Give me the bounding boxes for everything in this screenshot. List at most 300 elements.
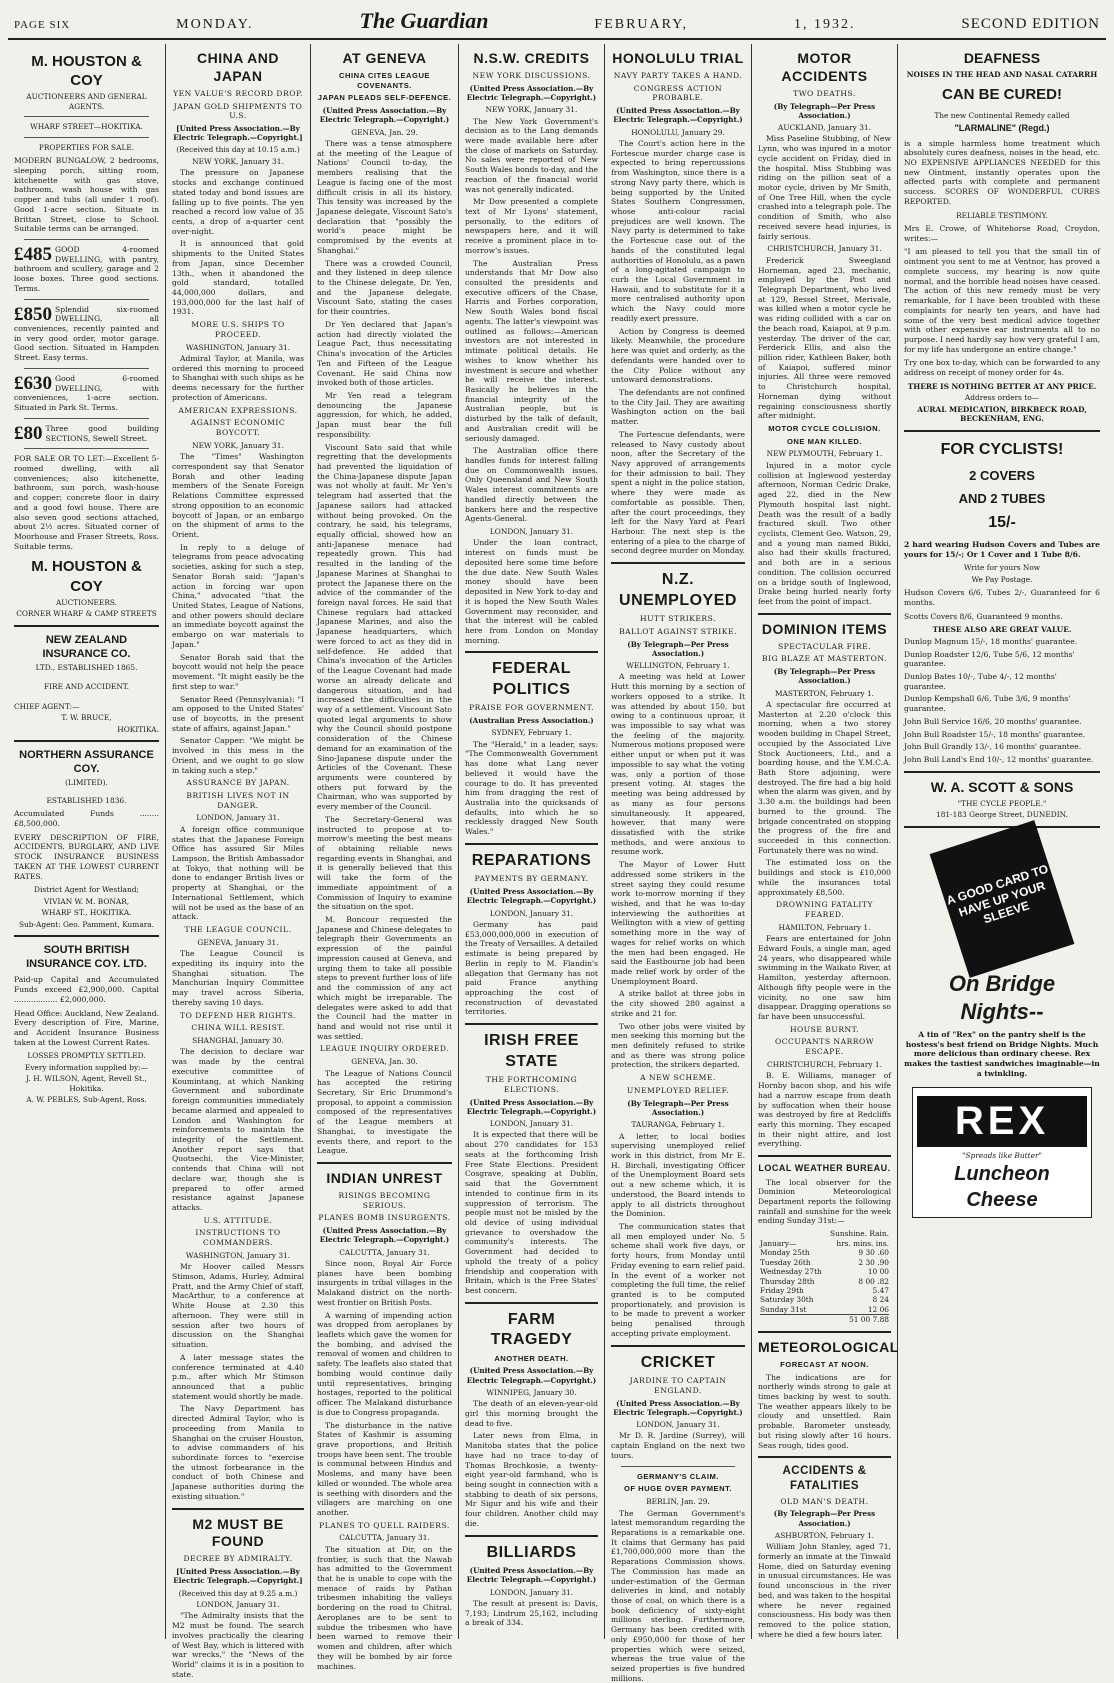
property-3 <box>14 305 159 363</box>
dateline: CHRISTCHURCH, January 31. <box>758 244 891 253</box>
price-2: £850 <box>14 305 52 324</box>
paragraph: The New York Government's decision as to the Lang demands were made available here after the close of markets on Saturday. No sales were reported of New South Wales bonds to-day, and the reaction of the financial world was not generally indicated. <box>465 117 598 195</box>
article-heading-billiards: BILLIARDS <box>465 1543 598 1563</box>
received-time: (Received this day at 10.15 a.m.) <box>172 145 304 154</box>
northern-assurance-desc: EVERY DESCRIPTION OF FIRE, ACCIDENTS, BURGLARY, AND LIVE STOCK INSURANCE BUSINESS TAKEN AT THE LOWEST CURRENT RATES. <box>14 833 159 882</box>
divider <box>611 1345 745 1347</box>
divider <box>621 1466 735 1467</box>
south-british-agent-2: A. W. PEBLES, Sub-Agent, Ross. <box>14 1095 159 1104</box>
rex-headline-1: On Bridge <box>904 970 1100 998</box>
weather-total-hrs: 51 <box>849 1315 858 1324</box>
weather-row <box>760 1277 889 1286</box>
houston2-address: CORNER WHARF & CAMP STREETS <box>14 609 159 618</box>
paragraph: A letter, to local bodies supervising unemployed relief work in this district, from Mr E. H. Birchall, investigating Officer of the Unemployment Board sets out a new scheme which, it is understood, the Board intends to apply to all districts throughout the Dominion. <box>611 1132 745 1219</box>
subheading: CONGRESS ACTION PROBABLE. <box>611 84 745 103</box>
paragraph: Senator Borah said that the boycott would not help the peace movement. "It might easily be the first step to war." <box>172 653 304 692</box>
northern-assurance-est: ESTABLISHED 1836. <box>14 796 159 805</box>
paragraph: It is expected that there will be about 270 candidates for 153 seats at the forthcoming Irish Free State Elections. President Cosgrave, speaking at Dublin, said that the Government intended to continue firm in its suppression of terrorism. The people must not be misled by the old device of using individual grievance to overshadow the community's interests. The Government had decided to uphold the treaty of a policy friendship and cooperation with Britain, which is the Free States' best concern. <box>465 1130 598 1295</box>
weather-row <box>760 1305 889 1314</box>
subheading: TO DEFEND HER RIGHTS. <box>172 1011 304 1021</box>
deafness-address-label: Address orders to— <box>904 393 1100 402</box>
subheading: DECREE BY ADMIRALTY. <box>172 1554 304 1564</box>
column-4-nsw-credits <box>459 44 605 1639</box>
paragraph: The situation at Dir, on the frontier, is such that the Nawab has admitted to the Government that he is unable to cope with the menace of raids by Pathan tribesmen inhabiting the valleys bordering on the road to Chitral. Aeroplanes are to be sent to subdue the tribesmen who have been warned to remove their women and children, after which they will be bombed by air force machines. <box>317 1545 452 1671</box>
divider <box>24 239 149 240</box>
subheading: PLANES BOMB INSURGENTS. <box>317 1213 452 1223</box>
dateline: NEW YORK, January 31. <box>172 157 304 166</box>
northern-agent-name: VIVIAN W. M. BONAR, <box>14 897 159 906</box>
paragraph: Mr Hoover called Messrs Stimson, Adams, Hurley, Admiral Pratt, and the Army Chief of staff, MacArthur, to a conference at White House at 2.30 this afternoon. They were still in session after two hours of discussion on the Shanghai situation. <box>172 1262 304 1349</box>
dateline: LONDON, January 31. <box>611 1420 745 1429</box>
weather-day: Tuesday 26th <box>760 1258 811 1267</box>
deafness-intro: The new Continental Remedy called <box>904 111 1100 120</box>
weather-row <box>760 1267 889 1276</box>
weather-rain: 5.47 <box>873 1286 889 1295</box>
newspaper-title: The Guardian <box>360 8 489 34</box>
dateline: WELLINGTON, February 1. <box>611 661 745 670</box>
subheading: THE LEAGUE COUNCIL. <box>172 925 304 935</box>
property-6: FOR SALE OR TO LET:—Excellent 5-roomed dwelling, with all conveniences; also kitchenette, bathroom, sun porch, wash-house and copper; concrete floor in dairy and a good fowl house. There are also seven good sections attached, about 2½ acres. Situated corner of Moorhouse and Fraser Streets, Ross. Suitable terms. <box>14 454 159 551</box>
weather-rain: .82 <box>877 1277 889 1286</box>
divider <box>611 562 745 564</box>
subheading: OCCUPANTS NARROW ESCAPE. <box>758 1037 891 1056</box>
dateline: NEW YORK, January 31. <box>465 105 598 114</box>
received-time: (Received this day at 9.25 a.m.) <box>172 1589 304 1598</box>
scott-sub: "THE CYCLE PEOPLE." <box>904 799 1100 808</box>
property-5 <box>14 424 159 443</box>
weather-hrs: 9 <box>858 1248 863 1257</box>
paragraph: A later message states the conference terminated at 4.40 p.m., after which Mr Stimson announced that a public statement would shortly be made. <box>172 1353 304 1402</box>
subheading: U.S. ATTITUDE. <box>172 1216 304 1226</box>
divider <box>465 651 598 653</box>
deafness-address: AURAL MEDICATION, BIRKBECK ROAD, BECKENHAM, ENG. <box>904 405 1100 424</box>
dateline: CALCUTTA, January 31. <box>317 1248 452 1257</box>
divider <box>904 826 1100 828</box>
press-credit: (By Telegraph—Per Press Association.) <box>758 1509 891 1527</box>
cyclists-postage: We Pay Postage. <box>904 575 1100 584</box>
article-heading-indian-unrest: INDIAN UNREST <box>317 1170 452 1188</box>
divider <box>758 1456 891 1458</box>
subheading: AGAINST ECONOMIC BOYCOTT. <box>172 418 304 437</box>
rex-desc: A tin of "Rex" on the pantry shelf is the hostess's best friend on Bridge Nights. Much more delicious than ordinary cheese. Rex makes the tastiest sandwiches imaginable—in a twinkling. <box>904 1030 1100 1079</box>
weather-day: Monday 25th <box>760 1248 810 1257</box>
subheading: HUTT STRIKERS. <box>611 614 745 624</box>
paragraph: The Mayor of Lower Hutt addressed some strikers in the street saying they could resume work to-morrow morning if they wished, and that he was to-day interviewing the authorities at Wellington with a view of getting something more in the way of wages for relief works on which the men had been engaged. He said the Eastbourne job had been made relief work by order of the Unemployment Board. <box>611 860 745 986</box>
paragraph: A foreign office communique states that the Japanese Foreign Office has assured Sir Miles Lampson, the British Ambassador at Tokyo, that nothing will be done to endanger British lives or property at Shanghai, or the International Settlement, which will not be used as the base of an attack. <box>172 825 304 922</box>
south-british-capital: Paid-up Capital and Accumulated Funds exceed £2,900,000. Capital .................. £2,000,000. <box>14 975 159 1004</box>
paragraph: The result at present is: Davis, 7,193; Lindrum 25,162, including a break of 334. <box>465 1599 598 1628</box>
nz-insurance-agent-label: CHIEF AGENT:— <box>14 702 159 711</box>
dateline: LONDON, January 31. <box>465 527 598 536</box>
northern-sub-agent: Sub-Agent: Geo. Pamment, Kumara. <box>14 920 159 929</box>
tyre-item: Dunlop Kempshall 6/6, Tube 3/6, 9 months' guarantee. <box>904 694 1100 713</box>
divider <box>172 1508 304 1510</box>
dateline: LONDON, January 31. <box>465 1588 598 1597</box>
dateline: WASHINGTON, January 31. <box>172 343 304 352</box>
paragraph: The League Council is expediting its inquiry into the Shanghai situation. The Manchurian Inquiry Committee may travel across Siberia, thereby saving 10 days. <box>172 949 304 1007</box>
paragraph: Senator Capper: "We might be involved in this mess in the Orient, and we ought to go slow in taking such a step." <box>172 736 304 775</box>
subheading: JAPAN PLEADS SELF-DEFENCE. <box>317 93 452 103</box>
cyclists-write: Write for yours Now <box>904 563 1100 572</box>
northern-assurance-ltd: (LIMITED). <box>14 778 159 787</box>
divider <box>465 1535 598 1537</box>
weather-row <box>760 1286 889 1295</box>
divider <box>758 613 891 615</box>
dateline: GENEVA, Jan. 30. <box>317 1057 452 1066</box>
press-credit: (United Press Association.—By Electric Telegraph.—Copyright.) <box>611 1399 745 1417</box>
column-6-motor-accidents <box>752 44 898 1639</box>
paragraph: Miss Paseline Stubbing, of New Lynn, who was injured in a motor cycle accident on Friday, died in the hospital. Miss Stubbing was riding on the pillion seat of a motor cycle, driven by Mr Smith, of One Tree Hill, when the cycle crashed into a telegraph pole. The condition of Smith, who also received severe head injuries, is fairly serious. <box>758 134 891 241</box>
weather-hrs: 8 <box>873 1295 878 1304</box>
paragraph: The defendants are not confined to the City Jail. They are awaiting Washington action on the bail matter. <box>611 388 745 427</box>
article-heading-weather-bureau: LOCAL WEATHER BUREAU. <box>758 1163 891 1175</box>
paragraph: The Navy Department has directed Admiral Taylor, who is proceeding from Manila to Shanghai on the cruiser Houston, to advise commanders of his subordinate forces to "exercise the utmost forbearance in the conduct of both Chinese and Japanese authorities during the existing situation." <box>172 1404 304 1501</box>
paragraph: The "Herald," in a leader, says: "The Commonwealth Government has done what Lang never believed it would have the courage to do. It has prevented him from dragging the rest of Australia into the quicksands of defaults, into which he so recklessly dragged New South Wales." <box>465 740 598 837</box>
tyre-item: John Bull Land's End 10/-, 12 months' guarantee. <box>904 755 1100 765</box>
weather-hrs: 10 <box>868 1267 877 1276</box>
article-heading-honolulu-trial: HONOLULU TRIAL <box>611 50 745 68</box>
subheading: MORE U.S. SHIPS TO PROCEED. <box>172 320 304 339</box>
south-british-title: SOUTH BRITISH INSURANCE COY. LTD. <box>14 943 159 971</box>
paragraph: The indications are for northerly winds strong to gale at times backing by west to south. The weather appears likely to be cloudy and unsettled. Rain probable. Barometer unsteady, but rising slowly after 16 hours. Seas rough, tides good. <box>758 1373 891 1451</box>
dateline: AUCKLAND, January 31. <box>758 123 891 132</box>
article-heading-dominion-items: DOMINION ITEMS <box>758 621 891 639</box>
rex-product-2: Cheese <box>917 1188 1087 1214</box>
subheading: HOUSE BURNT. <box>758 1025 891 1035</box>
divider <box>24 448 149 449</box>
press-credit: (United Press Association.—By Electric Telegraph.—Copyright.) <box>465 1566 598 1584</box>
paragraph: The decision to declare war was made by the central executive committee of Koumintang, at which Nanking Government and subordinate foreign communities immediately became alarmed and appealed to London and Washington for reinforcements to maintain the integrity of the Settlement. Another report says that Quotsechi, the Vice-Minister, contends that China will not declare war, though she is prepared to offer armed resistance against Japanese attacks. <box>172 1047 304 1212</box>
weather-hrs: 8 <box>858 1277 863 1286</box>
divider <box>904 430 1100 432</box>
paragraph: The "Times" Washington correspondent say that Senator Borah and other leading members of the Senate Foreign Relations Committee expressed strong opposition to an economic boycott of Japan, or an embargo on the shipment of arms to the Orient. <box>172 452 304 539</box>
price-3: £630 <box>14 374 52 393</box>
south-british-office: Head Office: Auckland, New Zealand. Every description of Fire, Marine, and Accident Insurance Business taken at the Lowest Current Rates. <box>14 1009 159 1048</box>
weather-total-mins: 00 <box>861 1315 870 1324</box>
divider <box>465 1302 598 1304</box>
article-heading-reparations: REPARATIONS <box>465 851 598 871</box>
subheading: THE FORTHCOMING ELECTIONS. <box>465 1075 598 1094</box>
paragraph: Dr Yen declared that Japan's action had directly violated the League Pact, thus necessitating China's invocation of the Articles Ten and Fifteen of the League Covenant. He said China now invoked both of those articles. <box>317 320 452 388</box>
weather-row <box>760 1295 889 1304</box>
dateline: BERLIN, Jan. 29. <box>611 1497 745 1506</box>
paragraph: Action by Congress is deemed likely. Meanwhile, the procedure here was quiet and orderly, as the defendants were handed over to the City Police without any untoward demonstrations. <box>611 327 745 385</box>
property-2-text: GOOD 4-roomed DWELLING, with pantry, bathroom and scullery, garage and 2 loose boxes. Three good sections. Terms. <box>14 245 159 293</box>
divider <box>465 843 598 845</box>
weather-day: Sunday 31st <box>760 1305 806 1314</box>
subheading: UNEMPLOYED RELIEF. <box>611 1086 745 1096</box>
paragraph: M. Boncour requested the Japanese and Chinese delegates to telegraph their Governments an expression of the painful impression caused at Geneva, and urging them to take all possible steps to prevent further loss of life and the commission of any act which might be irreparable. The delegates were asked to add that the Council had the matter in hand and would not rise until it was settled. <box>317 915 452 1041</box>
paragraph: Two other jobs were visited by men seeking this morning but the men definitely refused to strike and as there was strong police protection, the strikers departed. <box>611 1022 745 1071</box>
south-british-info: Every information supplied by:— <box>14 1063 159 1072</box>
weather-mins: 24 <box>880 1295 889 1304</box>
paragraph: The Australian Press understands that Mr Dow also consulted the presidents and executive officers of the Chase, Harris and Forbes corporation, New South Wales bond fiscal agents. The latter's viewpoint was outlined as follows:—American investors are not interested in intimate political details. He wishes to know whether his investment is secure and whether he will receive the interest. Basically he believes in the financial integrity of the Australian people, but is disturbed by the talk of default, and Australian credit will be seriously damaged. <box>465 259 598 444</box>
weather-table-units <box>760 1239 889 1248</box>
paragraph: A strike ballot at three jobs in the city showed 280 against a strike and 21 for. <box>611 989 745 1018</box>
subheading: A NEW SCHEME. <box>611 1073 745 1083</box>
subheading: JARDINE TO CAPTAIN ENGLAND. <box>611 1376 745 1395</box>
northern-assurance-funds: Accumulated Funds ........ £8,500,000. <box>14 809 159 828</box>
cyclists-also: THESE ALSO ARE GREAT VALUE. <box>904 625 1100 634</box>
column-1-advertisements <box>8 44 166 1639</box>
weather-total-rain: 7.88 <box>873 1315 889 1324</box>
subheading: ANOTHER DEATH. <box>465 1354 598 1364</box>
paragraph: William John Stanley, aged 71, formerly an inmate at the Tinwald Home, died on Saturday evening in unusual circumstances. He was found unconscious in the river bed, and was taken to the hospital where he never regained consciousness. His body was then removed to the police station, where he died a few hours later. <box>758 1542 891 1639</box>
press-credit: (By Telegraph—Per Press Association.) <box>611 640 745 658</box>
dateline: NEW YORK, January 31. <box>172 441 304 450</box>
cyclists-title: FOR CYCLISTS! <box>904 440 1100 460</box>
scott-title: W. A. SCOTT & SONS <box>904 779 1100 797</box>
subheading: CHINA CITES LEAGUE COVENANTS. <box>317 71 452 90</box>
tyre-item: Dunlop Roadster 12/6, Tube 5/6, 12 months' guarantee. <box>904 650 1100 669</box>
column-7-advertisements <box>898 44 1106 1639</box>
paragraph: Fears are entertained for John Edward Fouls, a single man, aged 24 years, who disappeared while swimming in the Waikato River, at Hamilton, yesterday afternoon. Although fifty people were in the vicinity, no one saw him disappear. Dragging operations so far have been unsuccessful. <box>758 934 891 1021</box>
rex-slogan: "Spreads like Butter" <box>917 1151 1087 1160</box>
paragraph: There was a tense atmosphere at the meeting of the League of Nations' Council to-day, the members realising that the League is facing one of the most difficult crisis in all its history. This tensity was increased by the Japanese delegate, Viscount Sato's declaration that "possibly the world's peace might be compromised by the events at Shanghai." <box>317 139 452 256</box>
column-5-honolulu <box>605 44 752 1639</box>
subheading: OF HUGE OVER PAYMENT. <box>611 1484 745 1494</box>
dateline: GENEVA, January 31. <box>172 938 304 947</box>
subheading: MOTOR CYCLE COLLISION. <box>758 424 891 434</box>
dateline: LONDON, January 31. <box>172 813 304 822</box>
subheading: BALLOT AGAINST STRIKE. <box>611 627 745 637</box>
subheading: BRITISH LIVES NOT IN DANGER. <box>172 791 304 810</box>
nz-insurance-agent-town: HOKITIKA. <box>14 725 159 734</box>
weather-units: hrs. mins. ins. <box>836 1239 889 1248</box>
paragraph: Frederick Sweegland Horneman, aged 23, mechanic, employed by the Post and Telegraph Department, who lived at 129, Bessel Street, Merivale, was killed when a motor cycle he was riding collided with a car on the beach road, Kaiapoi, at 9 p.m. yesterday. The driver of the car, Ferderick Ellis, and also the pillion rider, Kathleen Baker, both of Kaiapoi, suffered minor injuries. All three were removed to Christchurch hospital, Horneman dying without regaining consciousness shortly after midnight. <box>758 256 891 421</box>
subheading: CHINA WILL RESIST. <box>172 1023 304 1033</box>
divider <box>14 740 159 742</box>
weather-table-header <box>760 1229 889 1238</box>
article-heading-irish-free-state: IRISH FREE STATE <box>465 1031 598 1072</box>
masthead-date: 1, 1932. <box>794 17 856 33</box>
northern-agent-label: District Agent for Westland; <box>14 885 159 894</box>
subheading: LEAGUE INQUIRY ORDERED. <box>317 1044 452 1054</box>
dateline: SYDNEY, February 1. <box>465 728 598 737</box>
edition-label: SECOND EDITION <box>961 16 1100 33</box>
tyre-list <box>904 637 1100 765</box>
deafness-title: DEAFNESS <box>904 50 1100 68</box>
price-1: £485 <box>14 245 52 264</box>
weather-rain: .90 <box>877 1258 889 1267</box>
press-credit: (United Press Association.—By Electric Telegraph.—Copyright.) <box>611 106 745 124</box>
rex-headline-2: Nights-- <box>904 998 1100 1026</box>
south-british-agent-1: J. H. WILSON, Agent, Revell St., Hokitika. <box>14 1074 159 1093</box>
tyre-item: John Bull Grandly 13/-, 16 months' guarantee. <box>904 742 1100 752</box>
deafness-testimony-author: Mrs E. Crowe, of Whitehorse Road, Croydon, writes:— <box>904 224 1100 243</box>
press-credit: (United Press Association.—By Electric Telegraph.—Copyright.) <box>465 887 598 905</box>
tyre-item: John Bull Service 16/6, 20 months' guarantee. <box>904 717 1100 727</box>
weather-month: January— <box>760 1239 796 1248</box>
deafness-reliable: RELIABLE TESTIMONY. <box>904 211 1100 220</box>
tyre-item: Dunlop Bates 10/-, Tube 4/-, 12 months' guarantee. <box>904 672 1100 691</box>
cyclists-scotts: Scotts Covers 8/6, Guaranteed 9 months. <box>904 612 1100 622</box>
deafness-testimony: "I am pleased to tell you that the small tin of ointment you sent to me at Ventnor, has proved a complete success, my hearing is now quite normal, and the horrible head noises have ceased. The action of this new remedy must be very remarkable, for I have been troubled with these complaints for nearly ten years, and have had some of the very best medical advice together with other expensive ear instruments all to no purpose. I need hardly say how very grateful I am, for my life has undergone an entire change." <box>904 247 1100 354</box>
subheading: DROWNING FATALITY FEARED. <box>758 900 891 919</box>
press-credit: (By Telegraph—Per Press Association.) <box>758 667 891 685</box>
houston-sub: AUCTIONEERS AND GENERAL AGENTS. <box>14 92 159 111</box>
dateline: WINNIPEG, January 30. <box>465 1388 598 1397</box>
weather-mins: 30 <box>865 1258 874 1267</box>
press-credit: [United Press Association.—By Electric Telegraph.—Copyright.] <box>172 1567 304 1585</box>
article-heading-meteorological: METEOROLOGICAL <box>758 1339 891 1357</box>
weather-day: Saturday 30th <box>760 1295 814 1304</box>
paragraph: A spectacular fire occurred at Masterton at 2.20 o'clock this morning, when a two storey wooden building in Chapel Street, occupied by the Associated Live Stock Auctioneers, Ltd., and a boarding house, and the Y.M.C.A. Bath Store adjoining, were destroyed. The fire had a big hold when the alarm was given, and by 3.30 a.m. the buildings had been burned to the ground. The brigade concentrated on stopping the progress of the fire and succeeded in this connection. Fortunately there was no wind. <box>758 700 891 856</box>
cyclists-price: 15/- <box>904 513 1100 533</box>
subheading: JAPAN GOLD SHIPMENTS TO U.S. <box>172 102 304 121</box>
paragraph: Viscount Sato said that while regretting that the developments had prevented the liquidation of the China-Japanese dispute Japan was not wholly at fault. Mr Yen's telegram had asserted that the Japanese sailors had attacked without being provoked. On the contrary, he said, his telegrams, equally official, showed how an anti-Japanese menace had repeatedly grown. This had resulted in the landing of the Japanese Marines at Shanghai to protect the Japanese there on the advice of the commander of the foreign naval forces. He said that Chinese regulars had attacked Japanese Marines, and also the Japanese headquarters, which were forced to act as they did in self-defence. He added that China's invocation of the Articles of the League Covenant had made worse an already delicate and dangerous situation, and had increased the difficulties in the way of a settlement. Viscount Sato quoted legal arguments to show why the Council should postpone consideration of the Chinese demand for an examination of the Sino-Japanese dispute under the Articles of the Covenant. These arguments were countered by others put forward by the Chairman, who was supported by every member of the Council. <box>317 443 452 812</box>
weather-day: Thursday 28th <box>760 1277 815 1286</box>
paragraph: The Fortescue defendants, were released to Navy custody about noon, after the Secretary of the Navy approved of arrangements for their admission to bail. They spent a night in the police station, where they were made as comfortable as possible. Then, after the court proceedings, they left for the Navy Yard at Pearl Harbour. The next step is the entering of a plea to the charge of second degree murder on Monday. <box>611 430 745 556</box>
paragraph: "The Admiralty insists that the M2 must be found. The search involves practically the clearing of West Bay, which is littered with war wrecks," the "News of the World" claims it is in a position to state. <box>172 1611 304 1679</box>
property-4 <box>14 374 159 413</box>
divider <box>24 116 149 117</box>
cyclists-covers: 2 COVERS <box>904 468 1100 485</box>
dateline: LONDON, January 31. <box>465 1119 598 1128</box>
column-3-geneva <box>311 44 459 1639</box>
subheading: AMERICAN EXPRESSIONS. <box>172 406 304 416</box>
divider <box>14 935 159 937</box>
weather-row <box>760 1258 889 1267</box>
press-credit: (By Telegraph—Per Press Association.) <box>611 1099 745 1117</box>
paragraph: Injured in a motor cycle collision at Inglewood yesterday afternoon, Norman Cedric Drake, aged 22, died in the New Plymouth hospital last night. Death was the result of a badly fractured skull. Two other cyclists, Clement Geo. Watson, 29, and a young man named Bikki, also had their skulls fractured, and both are in a serious condition. The collision occurred on a bridge south of Inglewood, Drake being hurled nearly forty feet from the point of impact. <box>758 461 891 607</box>
weather-columns: Sunshine. Rain. <box>830 1229 889 1238</box>
dateline: SHANGHAI, January 30. <box>172 1036 304 1045</box>
weather-mins: 00 <box>865 1277 874 1286</box>
subheading: BIG BLAZE AT MASTERTON. <box>758 654 891 664</box>
subheading: PLANES TO QUELL RAIDERS. <box>317 1521 452 1531</box>
property-2 <box>14 245 159 294</box>
paragraph: B. E. Williams, manager of Hornby bacon shop, and his wife had a narrow escape from death by suffocation when their house was destroyed by fire at Redcliffs early this morning. They escaped in their night attire, and lost everything. <box>758 1071 891 1149</box>
scott-address: 181-183 George Street, DUNEDIN. <box>904 810 1100 819</box>
deafness-cured: CAN BE CURED! <box>904 85 1100 104</box>
press-credit: [United Press Association.—By Electric Telegraph.—Copyright.] <box>172 124 304 142</box>
paragraph: Mr Yen read a telegram denouncing the Japanese aggression, for which, he added, Japan must bear the full responsibility. <box>317 391 452 440</box>
houston2-title: M. HOUSTON & COY <box>14 557 159 595</box>
deafness-nothing-better: THERE IS NOTHING BETTER AT ANY PRICE. <box>904 382 1100 391</box>
press-credit: (United Press Association.—By Electric Telegraph.—Copyright.) <box>465 84 598 102</box>
houston-address: WHARF STREET—HOKITIKA. <box>14 122 159 131</box>
column-2-china-japan <box>166 44 311 1639</box>
cyclists-tubes: AND 2 TUBES <box>904 491 1100 508</box>
weather-day: Wednesday 27th <box>760 1267 822 1276</box>
property-5-text: Three good building SECTIONS, Sewell Street. <box>46 424 160 443</box>
divider <box>24 137 149 138</box>
paragraph: Mr Dow presented a complete text of Mr Lyons' statement, personally, to the editors of newspapers here, and it will receive a prominent place in to-morrow's issues. <box>465 197 598 255</box>
paragraph: The pressure on Japanese stocks and exchange continued stated today and bond issues are falling up to five points. The yen reached a record low value of 35 cents, a drop of a-quarter cent over-night. <box>172 168 304 236</box>
tyre-item: Dunlop Magnum 15/-, 18 months' guarantee. <box>904 637 1100 647</box>
paragraph: It is announced that gold shipments to the United States from Japan, since December 13th., when it abandoned the gold standard, totalled 44,000,000 dollars, and 193,000,000 for the last half of 1931. <box>172 239 304 317</box>
weather-mins: 00 <box>880 1267 889 1276</box>
divider <box>904 771 1100 773</box>
press-credit: (United Press Association.—By Electric Telegraph.—Copyright.) <box>317 1226 452 1244</box>
paragraph: Later news from Elma, in Manitoba states that the police have had no trace to-day of Thomas Brochkosie, a twenty-eight year-old farmhand, who is being sought in connection with a stabbing to death of six persons, Mr Sigur and his wife and their four children. Another child may die. <box>465 1431 598 1528</box>
property-4-text: Good 6-roomed DWELLING, with conveniences, 1-acre section. Situated in Park St. Terms. <box>14 374 159 412</box>
dateline: LONDON, January 31. <box>465 909 598 918</box>
paragraph: The German Government's latest memorandum regarding the Reparations is a remarkable one. It claims that Germany has paid £1,700,000,000 more than the Reparations Commission shows. The Commission has made an under-estimation of the German deliveries in kind, and notably those of coal, on which there is a book deficiency of sixty-eight millions sterling. Furthermore, Germany has been credited with only £950,000 for those of her properties which were seized, whereas the true value of the seized properties is five hundred millions. <box>611 1509 745 1683</box>
deafness-desc: is a simple harmless home treatment which absolutely cures deafness, noises in the head, etc. NO EXPENSIVE APPLIANCES NEEDED for this new Ointment, instantly operates upon the affected parts with complete and permanent success. SCORES OF WONDERFUL CURES REPORTED. <box>904 139 1100 207</box>
cyclists-offer: 2 hard wearing Hudson Covers and Tubes are yours for 15/-; Or 1 Cover and 1 Tube 8/6. <box>904 540 1100 559</box>
dateline: HAMILTON, February 1. <box>758 923 891 932</box>
paragraph: The Australian office there handles funds for interest falling due on Commonwealth issues. Only Queensland and New South Wales interest commitments are handled directly between the bankers here and the respective Agents-General. <box>465 446 598 524</box>
subheading: TWO DEATHS. <box>758 89 891 99</box>
press-credit: (United Press Association.—By Electric Telegraph.—Copyright.) <box>465 1366 598 1384</box>
paragraph: Admiral Taylor, at Manila, was ordered this morning to proceed to Shanghai with such ships as he deems necessary for the further protection of Americans. <box>172 354 304 403</box>
properties-heading: PROPERTIES FOR SALE. <box>14 143 159 152</box>
paragraph: Senator Reed (Pennsylvania): "I am opposed to the United States' use of boycotts, in the present state of affairs, against Japan." <box>172 695 304 734</box>
subheading: INSTRUCTIONS TO COMMANDERS. <box>172 1228 304 1247</box>
article-heading-accidents: ACCIDENTS & FATALITIES <box>758 1464 891 1493</box>
paragraph: The League of Nations Council has accepted the retiring Secretary, Sir Eric Drummond's proposal, to appoint a commission composed of the representatives of the League members at Shanghai, to investigate the events there, and report to the League. <box>317 1069 452 1156</box>
subheading: NEW YORK DISCUSSIONS. <box>465 71 598 81</box>
weather-table <box>758 1248 891 1314</box>
dateline: MASTERTON, February 1. <box>758 689 891 698</box>
dateline: NEW PLYMOUTH, February 1. <box>758 449 891 458</box>
paragraph: The disturbance in the native States of Kashmir is assuming grave proportions, and British troops have been sent. The trouble is communal between Hindus and Moslems, and many have been killed or wounded. The whole area is seething with disorders and the villagers are marching on one another. <box>317 1421 452 1518</box>
divider <box>24 299 149 300</box>
paragraph: Since noon, Royal Air Force planes have been bombing insurgents in tribal villages in the Malakand district on the north-west frontier on British Posts. <box>317 1259 452 1308</box>
article-heading-cricket: CRICKET <box>611 1353 745 1373</box>
divider <box>465 1023 598 1025</box>
deafness-offer: Try one box to-day, which can be forwarded to any address on receipt of money order for 4s. <box>904 358 1100 377</box>
paragraph: A meeting was held at Lower Hutt this morning by a section of workers opposed to a strike. It was attended by about 150, but owing to a continuous uproar, it was impossible to say what was the feeling of the majority. Numerous motions proposed were either unput or when put it was impossible to say what the voting was, only a portion of those present voting. At stages the meeting was being addressed by as many as four persons simultaneously. It appeared, however, that many were dissatisfied with the strike methods, and were anxious to resume work. <box>611 672 745 857</box>
article-heading-federal-politics: FEDERAL POLITICS <box>465 659 598 700</box>
paragraph: The death of an eleven-year-old girl this morning brought the dead to five. <box>465 1399 598 1428</box>
rex-product-1: Luncheon <box>917 1162 1087 1188</box>
paragraph: The local observer for the Dominion Meteorological Department reports the following rainfall and sunshine for the week ending Sunday 31st:— <box>758 1178 891 1227</box>
page-number: PAGE SIX <box>14 19 70 31</box>
press-credit: (United Press Association.—By Electric Telegraph.—Copyright.) <box>465 1098 598 1116</box>
divider <box>758 1331 891 1333</box>
nz-insurance-title: NEW ZEALAND INSURANCE CO. <box>14 633 159 661</box>
article-heading-geneva: AT GENEVA <box>317 50 452 68</box>
dateline: TAURANGA, February 1. <box>611 1120 745 1129</box>
nz-insurance-est: LTD., ESTABLISHED 1865. <box>14 663 159 672</box>
paragraph: In reply to a deluge of telegrams from peace advocating societies, asking for such a step, Senator Borah said: "Japan's action in forcing war upon China," advocated "that the United States, League of Nations, and other powers should declare an immediate boycott against the embargo on war materials to Japan." <box>172 543 304 650</box>
nz-insurance-fire: FIRE AND ACCIDENT. <box>14 682 159 691</box>
paragraph: Under the loan contract, interest on funds must be deposited here some time before the due date. New South Wales money should have been deposited in New York to-day and it is hoped the New South Wales Government may reconsider, and that the interest will be cabled here from London on Monday morning. <box>465 538 598 645</box>
subheading: PAYMENTS BY GERMANY. <box>465 874 598 884</box>
dateline: LONDON, January 31. <box>172 1600 304 1609</box>
article-heading-motor-accidents: MOTOR ACCIDENTS <box>758 50 891 86</box>
paragraph: A warning of impending action was dropped from aeroplanes by leaflets which gave the women for the bombing, and advised the removal of women and children to safety. The leaflets also stated that bombing would continue daily until representatives, bringing hostages, reported to the political officer. The Malakand disturbance is due to Congress propaganda. <box>317 1311 452 1418</box>
dateline: GENEVA, Jan. 29. <box>317 128 452 137</box>
weather-rain: .60 <box>877 1248 889 1257</box>
rex-box <box>912 1087 1092 1219</box>
divider <box>14 625 159 627</box>
cyclists-hudson: Hudson Covers 6/6, Tubes 2/-, Guaranteed for 6 months. <box>904 588 1100 607</box>
subheading: RISINGS BECOMING SERIOUS. <box>317 1191 452 1210</box>
weather-row <box>760 1248 889 1257</box>
weather-mins: 30 <box>865 1248 874 1257</box>
columns <box>8 44 1106 1639</box>
paragraph: Mr D. R. Jardine (Surrey), will captain England on the next two tours. <box>611 1431 745 1460</box>
press-credit: (Australian Press Association.) <box>465 716 598 725</box>
dateline: ASHBURTON, February 1. <box>758 1531 891 1540</box>
weather-total-row <box>760 1314 889 1324</box>
weather-hrs: 2 <box>858 1258 863 1267</box>
article-heading-m2: M2 MUST BE FOUND <box>172 1516 304 1552</box>
deafness-brand: "LARMALINE" (Regd.) <box>904 123 1100 135</box>
subheading: ASSURANCE BY JAPAN. <box>172 778 304 788</box>
paragraph: The Court's action here in the Fortescue murder charge case is expected to bring repercussions from Washington, since there is a strong Navy party there, which is being supported by the United States Southern Congressmen, whose anti-colour racial prejudices are well known. The Navy party is determined to take the Fortescue case out of the hands of the constituted legal authorities of Honolulu, as a pawn of a long-agitated campaign to curb the Local Government in Hawaii, and to substitute for it a more centralised authority upon which the Navy could more readily exert pressure. <box>611 139 745 324</box>
divider <box>758 1155 891 1157</box>
dateline: HONOLULU, January 29. <box>611 128 745 137</box>
subheading: ONE MAN KILLED. <box>758 437 891 447</box>
northern-agent-address: WHARF ST., HOKITIKA. <box>14 908 159 917</box>
houston-title: M. HOUSTON & COY <box>14 52 159 90</box>
article-heading-china-japan: CHINA AND JAPAN <box>172 50 304 86</box>
